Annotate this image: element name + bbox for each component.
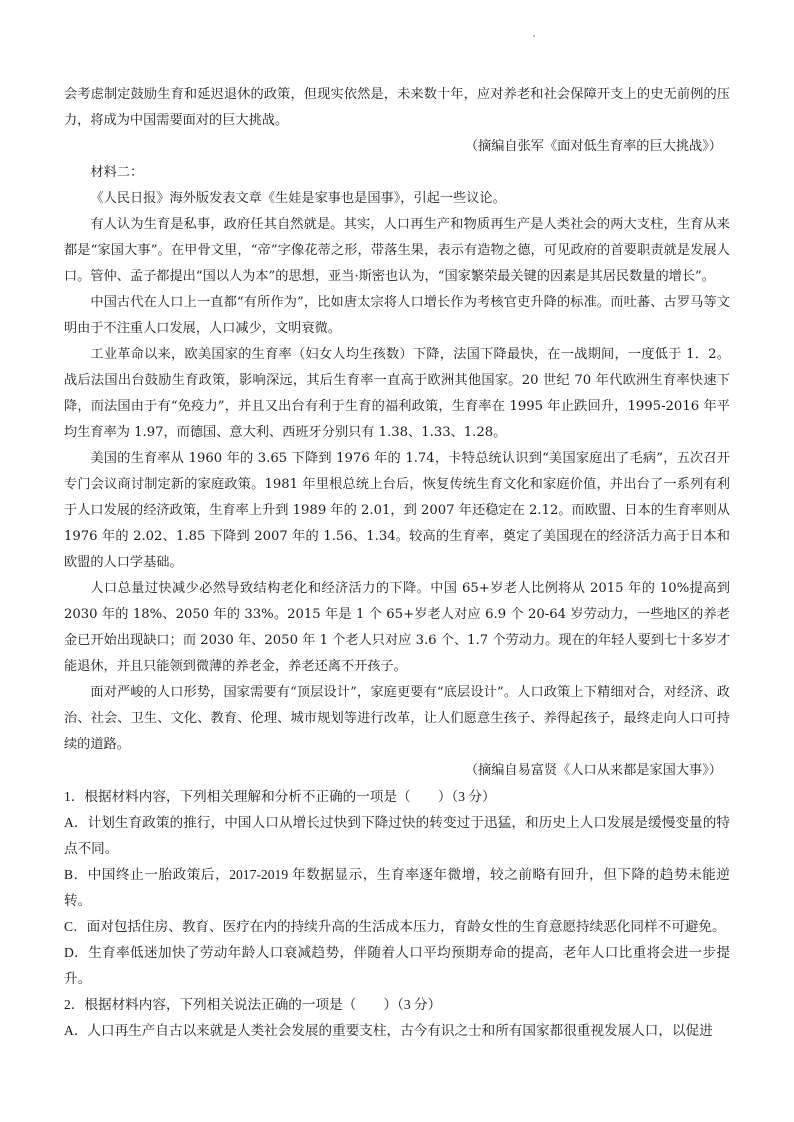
material2-paragraph: 《人民日报》海外版发表文章《生娃是家事也是国事》，引起一些议论。 [90, 191, 506, 206]
material2-source: （摘编自易富贤《人口从来都是家国大事》） [464, 763, 722, 778]
question-1-option-a: A．计划生育政策的推行，中国人口从增长过快到下降过快的转变过于迅猛，和历史上人口发展是缓慢变量的特点不同。 [64, 815, 730, 856]
question-2-option-a: A．人口再生产自古以来就是人类社会发展的重要支柱，古今有识之士和所有国家都很重视发展人口，以促进 [64, 1023, 713, 1038]
scan-dot [533, 35, 535, 37]
document-body [64, 82, 730, 1044]
material2-paragraph: 中国古代在人口上一直都“有所作为”，比如唐太宗将人口增长作为考核官吏升降的标准。而吐蕃、古罗马等文明由于不注重人口发展，人口减少，文明衰微。 [64, 295, 730, 336]
material1-source: （摘编自张军《面对低生育率的巨大挑战》） [464, 139, 722, 154]
question-2-stem: 2．根据材料内容，下列相关说法正确的一项是（ ）（3 分） [64, 997, 442, 1012]
material2-paragraph: 人口总量过快减少必然导致结构老化和经济活力的下降。中国 65+岁老人比例将从 2015 年的 10%提高到 2030 年的 18%、2050 年的 33%。2015 年是 1 个 65+岁老人对应 6.9 个 20-64 岁劳动力，一些地区的养老金已开始出现缺口；而 2030 年、2050 年 1 个老人只对应 3.6 个、1.7 个劳动力。现在的年轻人要到七十多岁才能退休，并且只能领到微薄的养老金，养老还离不开孩子。 [64, 581, 730, 674]
question-1-stem: 1．根据材料内容，下列相关理解和分析不正确的一项是（ ）（3 分） [64, 789, 496, 804]
material2-paragraph: 工业革命以来，欧美国家的生育率（妇女人均生孩数）下降，法国下降最快，在一战期间，一度低于 1．2。战后法国出台鼓励生育政策，影响深远，其后生育率一直高于欧洲其他国家。20 世纪 70 年代欧洲生育率快速下降，而法国由于有“免疫力”，并且又出台有利于生育的福利政策，生育率在 1995 年止跌回升，1995-2016 年平均生育率为 1.97，而德国、意大利、西班牙分别只有 1.38、1.33、1.28。 [64, 347, 730, 440]
question-1-option-b: B．中国终止一胎政策后，2017-2019 年数据显示，生育率逐年微增，较之前略有回升，但下降的趋势未能逆转。 [64, 867, 730, 908]
material1-tail: 会考虑制定鼓励生育和延迟退休的政策，但现实依然是，未来数十年，应对养老和社会保障开支上的史无前例的压力，将成为中国需要面对的巨大挑战。 [64, 87, 730, 128]
material2-paragraph: 美国的生育率从 1960 年的 3.65 下降到 1976 年的 1.74，卡特总统认识到“美国家庭出了毛病”，五次召开专门会议商讨制定新的家庭政策。1981 年里根总统上台后，恢复传统生育文化和家庭价值，并出台了一系列有利于人口发展的经济政策，生育率上升到 1989 年的 2.01，到 2007 年还稳定在 2.12。而欧盟、日本的生育率则从 1976 年的 2.02、1.85 下降到 2007 年的 1.56、1.34。较高的生育率，奠定了美国现在的经济活力高于日本和欧盟的人口学基础。 [64, 451, 730, 570]
question-1-option-c: C．面对包括住房、教育、医疗在内的持续升高的生活成本压力，育龄女性的生育意愿持续恶化同样不可避免。 [64, 919, 726, 934]
material2-heading: 材料二： [90, 165, 144, 180]
material2-paragraph: 有人认为生育是私事，政府任其自然就是。其实，人口再生产和物质再生产是人类社会的两大支柱，生育从来都是“家国大事”。在甲骨文里，“帝”字像花蒂之形，带落生果，表示有造物之德，可见政府的首要职责就是发展人口。管仲、孟子都提出“国以人为本”的思想，亚当·斯密也认为，“国家繁荣最关键的因素是其居民数量的增长”。 [64, 217, 730, 284]
material2-paragraph: 面对严峻的人口形势，国家需要有“顶层设计”，家庭更要有“底层设计”。人口政策上下精细对合，对经济、政治、社会、卫生、文化、教育、伦理、城市规划等进行改革，让人们愿意生孩子、养得起孩子，最终走向人口可持续的道路。 [64, 685, 730, 752]
question-1-option-d: D．生育率低迷加快了劳动年龄人口衰减趋势，伴随着人口平均预期寿命的提高，老年人口比重将会进一步提升。 [64, 945, 730, 986]
